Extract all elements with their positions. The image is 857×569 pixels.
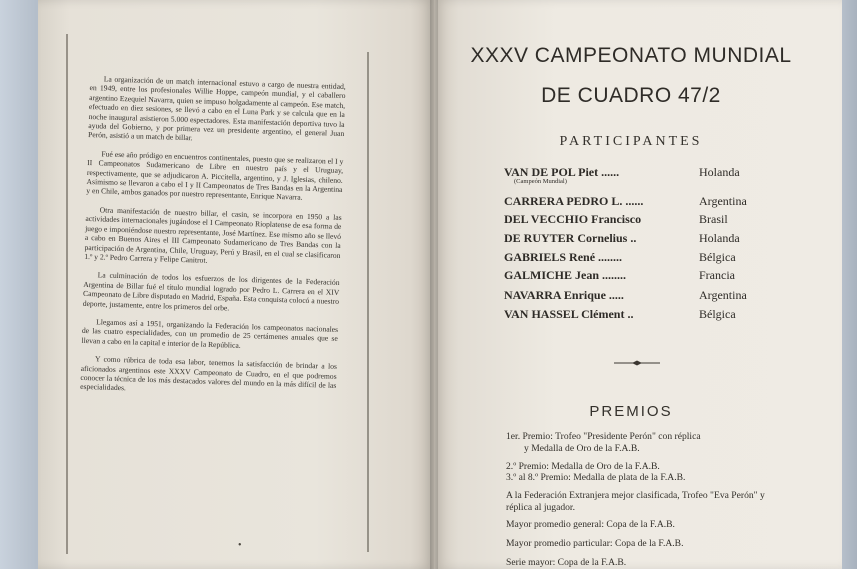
page-bottom-mark: • (238, 540, 242, 551)
background-surface-right (841, 0, 857, 569)
participant-name: CARRERA PEDRO L. ...... (504, 194, 644, 208)
championship-subtitle: DE CUADRO 47/2 (541, 84, 721, 107)
history-paragraph: La culminación de todos los esfuerzos de los dirigentes de la Federación Argentina de Billar fué el título mundial logrado por Pedro L. Carrera en el XIV Campeonato de Libre disputado en Madrid, España. Esta conquista colocó a nuestro deporte, justamente, entre los primeros del orbe. (82, 270, 340, 313)
history-paragraph: Fué ese año pródigo en encuentros continentales, puesto que se realizaron el I y II Campeonatos Sudamericano de Libre en nuestro país y el Uruguay, respectivamente, que se adjudicaron A. Piccitella, argentino, y J. Iglesias, chileno. Asimismo se llevaron a cabo el I y II Campeonatos de Tres Bandas en la Argentina y en Chile, ambos ganados por nuestro representante, Enrique Navarra. (86, 149, 344, 203)
participant-country: Bélgica (699, 307, 736, 321)
participant-country: Holanda (699, 165, 740, 179)
history-paragraph: Otra manifestación de nuestro billar, el casin, se incorpora en 1950 a las actividades internacionales jugándose el I Campeonato Rioplatense de esa forma de juego e imponiéndose nuestro representante, José Martínez. Ese mismo año se llevó a cabo en Buenos Aires el III Campeonato Sudamericano de Tres Bandas con la participación de Argentina, Chile, Uruguay, Perú y Brasil, en el cual se clasificaron 1.º y 2.º Pedro Carrera y Felipe Canitrot. (84, 205, 342, 265)
history-paragraph: La organización de un match internacional estuvo a cargo de nuestra entidad, en 1949, entre los profesionales Willie Hoppe, campeón mundial, y el caballero argentino Ezequiel Navarra, quien se impuso holgadamente al campeón. Ese match, efectuado en diez sesiones, se llevó a cabo en el Luna Park y se calcula que en la noche inaugural asistieron 5.000 espectadores. Esta manifestación deportiva tuvo la ayuda del Gobierno, y por primera vez un presidente argentino, el general Juan Perón, asistió a un match de billar. (87, 74, 346, 143)
prizes-heading: PREMIOS (589, 403, 673, 420)
participant-country: Francia (699, 268, 735, 282)
history-paragraph: Y como rúbrica de toda esa labor, tenemos la satisfacción de brindar a los aficionados argentinos este XXXV Campeonato de Cuadro, en el que podremos conocer la técnica de los más destacados valores del mundo en la más difícil de las especialidades. (80, 354, 338, 393)
prize-item (506, 431, 796, 455)
prize-item: 2.º Premio: Medalla de Oro de la F.A.B. (506, 461, 660, 472)
prize-item: Mayor promedio general: Copa de la F.A.B. (506, 519, 675, 530)
participant-note: (Campeón Mundial) (514, 178, 567, 185)
participant-name: GABRIELS René ........ (504, 250, 623, 264)
participant-name: GALMICHE Jean ........ (504, 268, 627, 282)
participant-name: VAN DE POL Piet ...... (504, 165, 620, 179)
championship-title: XXXV CAMPEONATO MUNDIAL (470, 44, 792, 67)
participants-heading: PARTICIPANTES (559, 134, 703, 149)
ornament-divider (614, 360, 660, 366)
participant-name: VAN HASSEL Clément .. (504, 307, 634, 321)
left-margin-rule (66, 34, 68, 554)
prize-line: 1er. Premio: Trofeo "Presidente Perón" con réplica (506, 431, 701, 442)
prize-line: y Medalla de Oro de la F.A.B. (524, 443, 640, 454)
participant-country: Argentina (699, 288, 747, 302)
participant-country: Holanda (699, 231, 740, 245)
prize-item: Mayor promedio particular: Copa de la F.A.B. (506, 538, 684, 549)
history-text-block (80, 74, 346, 409)
participant-name: NAVARRA Enrique ..... (504, 288, 624, 302)
prize-item: Serie mayor: Copa de la F.A.B. (506, 557, 627, 568)
history-paragraph: Llegamos así a 1951, organizando la Federación los campeonatos nacionales de las cuatro especialidades, con un promedio de 25 certámenes anuales que se llevan a cabo en la capital e interior de la República. (81, 317, 339, 350)
prize-item: A la Federación Extranjera mejor clasificada, Trofeo "Eva Perón" y réplica al jugador. (506, 490, 765, 513)
book-gutter (430, 0, 438, 569)
participant-country: Bélgica (699, 250, 736, 264)
participant-country: Brasil (699, 212, 728, 226)
background-surface-left (0, 0, 40, 569)
participant-name: DE RUYTER Cornelius .. (504, 231, 637, 245)
participant-country: Argentina (699, 194, 747, 208)
participant-name: DEL VECCHIO Francisco (504, 212, 642, 226)
right-margin-rule (367, 52, 369, 552)
prize-item: 3.º al 8.º Premio: Medalla de plata de la F.A.B. (506, 472, 686, 483)
